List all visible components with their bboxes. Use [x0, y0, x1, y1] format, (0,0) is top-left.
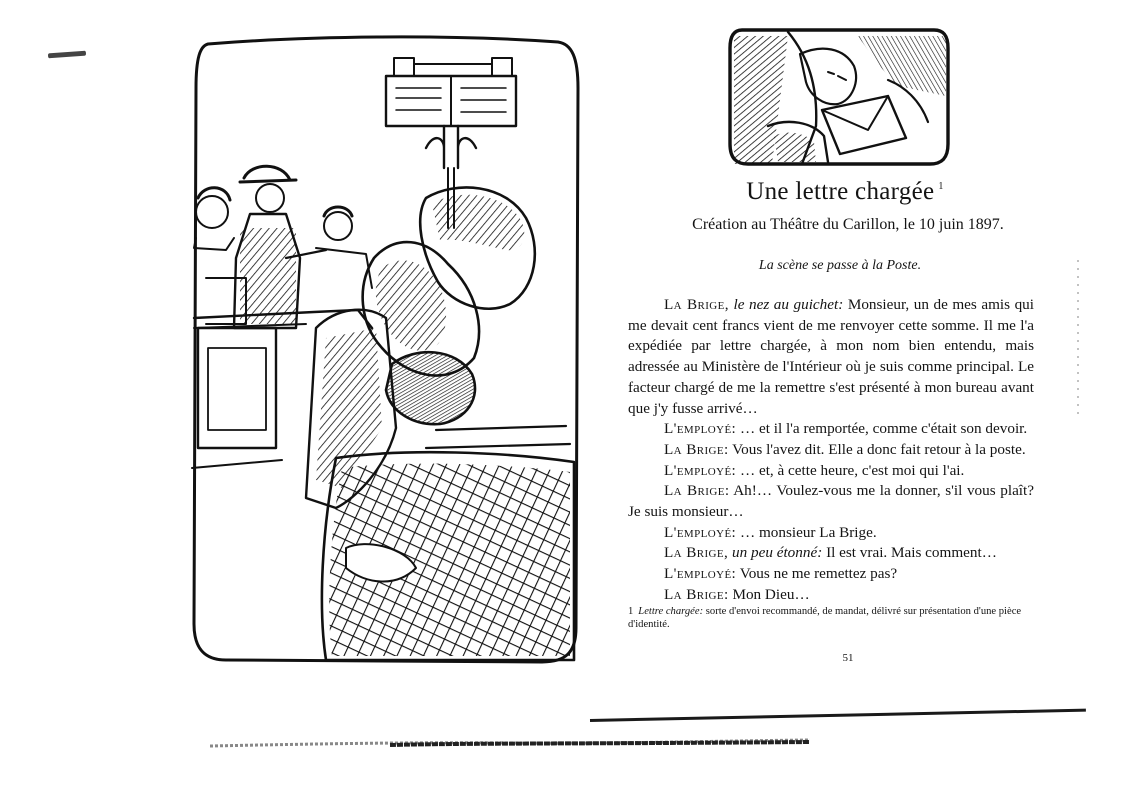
speech: … monsieur La Brige. — [736, 523, 877, 541]
page-edge — [590, 709, 1086, 722]
speech: Mon Dieu… — [728, 585, 810, 603]
speech: Vous l'avez dit. Elle a donc fait retour à la poste. — [728, 440, 1026, 458]
footnote — [628, 605, 1034, 631]
speech: Vous ne me remettez pas? — [736, 565, 898, 583]
premiere-line: Création au Théâtre du Carillon, le 10 juin 1897. — [692, 216, 1004, 233]
dialogue — [628, 295, 1034, 606]
footnote-marker: 1 — [628, 606, 634, 617]
speaker: L'employé: — [664, 461, 737, 479]
scan-smudge — [48, 51, 86, 59]
scan-smudge — [1074, 260, 1082, 420]
dialogue-line — [628, 523, 1034, 544]
speech: … et il l'a remportée, comme c'était son devoir. — [736, 420, 1028, 438]
speaker-direction: le nez au guichet: — [733, 296, 844, 313]
dialogue-line — [628, 461, 1034, 482]
speaker-direction: un peu étonné: — [732, 544, 823, 562]
play-title: Une lettre chargée $^1$ — [746, 178, 944, 205]
dialogue-line — [628, 543, 1034, 564]
speech: Monsieur, un de mes amis qui me devait cent francs vient de me renvoyer cette somme. Il me l'a expédiée par lettre chargée, à mon nom bien entendu, mais adressée au Ministère de l'Intérieur où je suis comme principal. Le facteur chargé de me la remettre s'est présenté à mon bureau avant que j'y fusse arrivé… — [628, 296, 1035, 417]
dialogue-line — [628, 419, 1034, 440]
speaker: La Brige, — [664, 296, 729, 313]
dialogue-line — [628, 481, 1034, 522]
post-office-illustration — [186, 28, 582, 668]
stage-direction: La scène se passe à la Poste. — [758, 258, 922, 273]
speaker: La Brige, — [664, 544, 729, 562]
page-number: 51 — [842, 652, 854, 664]
letter-reading-vignette — [728, 26, 950, 166]
speech: Il est vrai. Mais comment… — [822, 544, 997, 562]
scan-smudge — [210, 738, 810, 750]
speaker: L'employé: — [664, 420, 737, 438]
speaker: L'employé: — [664, 565, 737, 583]
speech: Ah!… Voulez-vous me la donner, s'il vous plaît? Je suis monsieur… — [628, 482, 1034, 521]
footnote-term: Lettre chargée: — [638, 606, 704, 617]
speaker: L'employé: — [664, 523, 737, 541]
speaker: La Brige: — [664, 482, 730, 500]
dialogue-line — [628, 295, 1034, 419]
dialogue-line — [628, 564, 1034, 585]
title-footnote-marker: 1 — [938, 181, 944, 192]
footnote-text: sorte d'envoi recommandé, de mandat, délivré sur présentation d'une pièce d'identité. — [628, 606, 1022, 630]
dialogue-line — [628, 440, 1034, 461]
speech: … et, à cette heure, c'est moi qui l'ai. — [736, 461, 965, 479]
dialogue-line — [628, 585, 1034, 606]
speaker: La Brige: — [664, 440, 729, 458]
speaker: La Brige: — [664, 585, 729, 603]
